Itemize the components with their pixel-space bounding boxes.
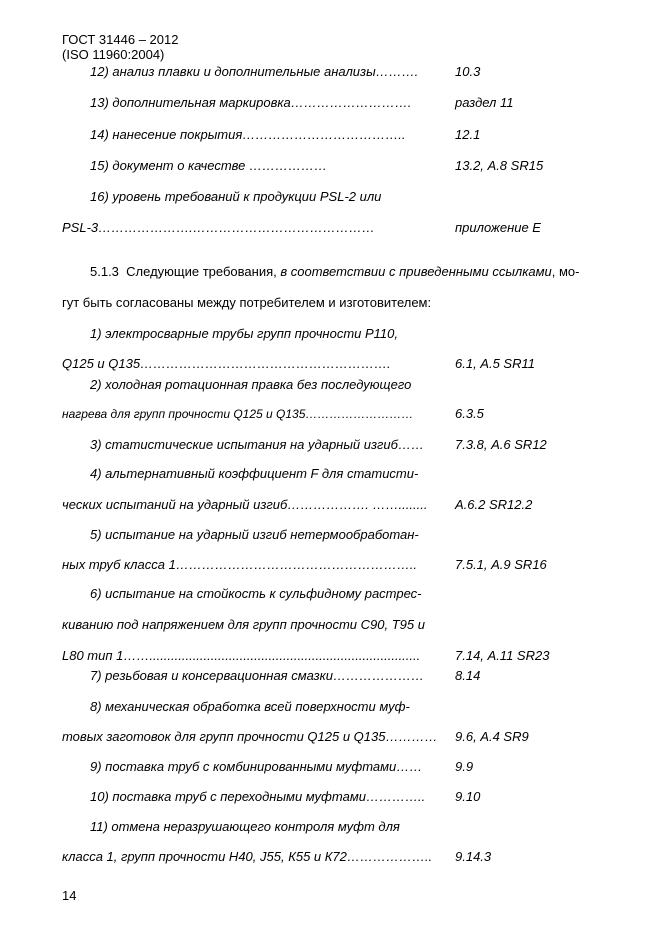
standard-designation: ГОСТ 31446 – 2012: [62, 32, 179, 47]
list-item-ref: 9.14.3: [455, 849, 492, 864]
clause-number: 5.1.3: [90, 264, 119, 279]
list-item-text: 15) документ о качестве ………………: [90, 158, 328, 173]
clause-text: Следующие требования,: [126, 264, 281, 279]
list-item-ref: 6.3.5: [455, 406, 484, 421]
list-item-text: 14) нанесение покрытия………………………………..: [90, 127, 406, 142]
list-item-text: класса 1, групп прочности Н40, J55, К55 и К72………………..: [62, 849, 433, 864]
list-item-text: 6) испытание на стойкость к сульфидному растрес-: [90, 586, 422, 601]
list-item-ref: 12.1: [455, 127, 481, 142]
list-item-text: 5) испытание на ударный изгиб нетермообработан-: [90, 527, 419, 542]
list-item-text: ческих испытаний на ударный изгиб………………. ……........: [62, 497, 428, 512]
list-item-ref: приложение Е: [455, 220, 541, 235]
list-item-text: 11) отмена неразрушающего контроля муфт для: [90, 819, 400, 834]
list-item-text: 10) поставка труб с переходными муфтами…………..: [90, 789, 426, 804]
list-item-text: L80 тип 1……...........................................................................: [62, 648, 421, 663]
list-item-ref: 9.10: [455, 789, 481, 804]
list-item-ref: 6.1, А.5 SR11: [455, 356, 535, 371]
list-item-text: 16) уровень требований к продукции PSL-2 или: [90, 189, 382, 204]
list-item-ref: 9.6, А.4 SR9: [455, 729, 529, 744]
list-item-text: 9) поставка труб с комбинированными муфтами……: [90, 759, 423, 774]
list-item-ref: 13.2, А.8 SR15: [455, 158, 544, 173]
page-number: 14: [62, 888, 77, 903]
list-item-text: Q125 и Q135………………………………………………….: [62, 356, 391, 371]
list-item-ref: А.6.2 SR12.2: [455, 497, 533, 512]
list-item-text: 13) дополнительная маркировка……………………….: [90, 95, 412, 110]
list-item-text: товых заготовок для групп прочности Q125 и Q135…………: [62, 729, 438, 744]
clause-paragraph: [90, 264, 580, 280]
list-item-text: 8) механическая обработка всей поверхности муф-: [90, 699, 410, 714]
list-item-ref: раздел 11: [455, 95, 514, 110]
list-item-ref: 7.14, А.11 SR23: [455, 648, 550, 663]
list-item-text: 7) резьбовая и консервационная смазки…………………: [90, 668, 425, 683]
list-item-text: 3) статистические испытания на ударный изгиб……: [90, 437, 424, 452]
list-item-text: киванию под напряжением для групп прочности С90, Т95 и: [62, 617, 425, 632]
iso-designation: (ISO 11960:2004): [62, 47, 165, 62]
list-item-text: нагрева для групп прочности Q125 и Q135………………………: [62, 407, 414, 421]
clause-text-tail: , мо-: [551, 264, 580, 279]
list-item-ref: 7.3.8, А.6 SR12: [455, 437, 547, 452]
clause-text-italic: в соответствии с приведенными ссылками: [280, 264, 552, 279]
list-item-text: 4) альтернативный коэффициент F для статисти-: [90, 466, 419, 481]
list-item-ref: 9.9: [455, 759, 474, 774]
list-item-ref: 8.14: [455, 668, 481, 683]
list-item-text: 1) электросварные трубы групп прочности Р110,: [90, 326, 398, 341]
list-item-ref: 7.5.1, А.9 SR16: [455, 557, 547, 572]
list-item-ref: 10.3: [455, 64, 481, 79]
list-item-text: PSL-3………………….……………………………………: [62, 220, 375, 235]
list-item-text: 2) холодная ротационная правка без последующего: [90, 377, 412, 392]
list-item-text: 12) анализ плавки и дополнительные анализы……….: [90, 64, 419, 79]
list-item-text: ных труб класса 1………………………………………………..: [62, 557, 418, 572]
clause-continuation: гут быть согласованы между потребителем и изготовителем:: [62, 295, 432, 310]
